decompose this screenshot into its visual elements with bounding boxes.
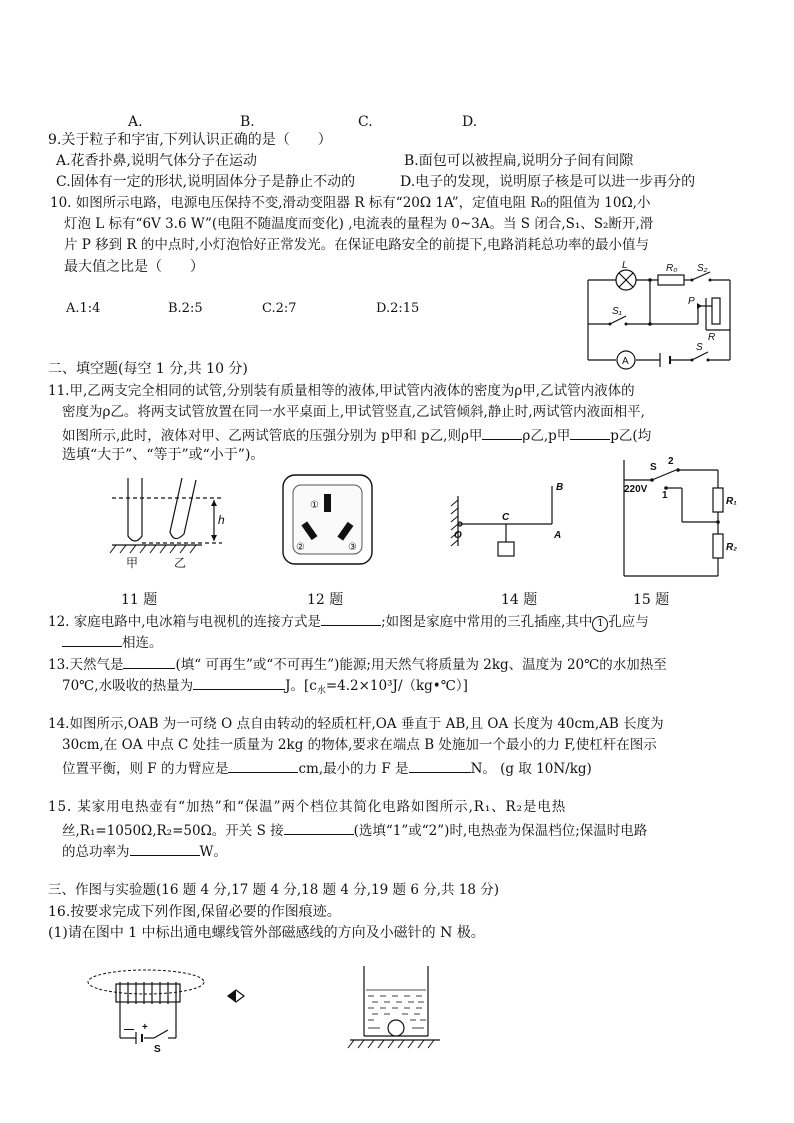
q14-blank-force[interactable] xyxy=(409,760,471,773)
q12-blank-connection[interactable] xyxy=(321,613,381,626)
q10-label-A: A xyxy=(622,356,629,367)
q13-part-b: (填“ 可再生”或“不可再生”)能源;用天然气将质量为 2kg、温度为 20℃的水加热至 xyxy=(175,657,667,673)
fig14-label-A: A xyxy=(554,530,562,541)
section3-heading: 三、作图与实验题(16 题 4 分,17 题 4 分,18 题 4 分,19 题 6 分,共 18 分) xyxy=(48,882,500,898)
q13-line2 xyxy=(62,677,468,696)
fig15-label-220v: 220V xyxy=(624,484,648,495)
fig11-label-yi: 乙 xyxy=(174,556,187,570)
q15-part-c: 的总功率为 xyxy=(62,844,130,860)
q9-stem: 9.关于粒子和宇宙,下列认识正确的是（ ） xyxy=(48,132,332,148)
fig14-label-C: C xyxy=(502,512,510,523)
q12-line2 xyxy=(62,634,163,651)
q14-part-c: N。 (g 取 10N/kg) xyxy=(470,761,592,777)
q8-option-c: C. xyxy=(358,114,373,130)
q13-line1 xyxy=(48,656,667,673)
q11-blank-density[interactable] xyxy=(482,427,522,440)
q15-line3 xyxy=(62,843,227,860)
caption-fig11: 11 题 xyxy=(121,592,158,608)
q11-line3-part2: 甲和 p xyxy=(389,428,430,444)
fig11-test-tubes xyxy=(112,470,242,570)
q11-line2: 密度为ρ乙。将两支试管放置在同一水平桌面上,甲试管竖直,乙试管倾斜,静止时,两试管内液面相平, xyxy=(62,404,645,420)
q15-part-a: 丝,R₁=1050Ω,R₂=50Ω。开关 S 接 xyxy=(62,823,284,839)
q10-label-S2: S₂ xyxy=(697,263,708,274)
q12-part-b: ;如图是家庭中常用的三孔插座,其中 xyxy=(381,614,593,630)
fig15-label-R2: R₂ xyxy=(726,542,738,553)
q9-option-a: A.花香扑鼻,说明气体分子在运动 xyxy=(56,153,258,169)
fig11-label-jia: 甲 xyxy=(126,556,139,570)
q13-part-a: 13.天然气是 xyxy=(48,657,124,673)
q11-line1: 11.甲,乙两支完全相同的试管,分别装有质量相等的液体,甲试管内液体的密度为ρ甲,乙试管内液体的 xyxy=(48,383,635,399)
fig15-label-R1: R₁ xyxy=(726,496,737,507)
q12-part-a: 12. 家庭电路中,电冰箱与电视机的连接方式是 xyxy=(48,614,322,630)
q10-label-P: P xyxy=(688,296,695,307)
q10-option-a: A.1:4 xyxy=(66,301,101,316)
q10-label-S: S xyxy=(696,342,703,353)
q14-line3 xyxy=(62,760,592,777)
fig16-label-minus: — xyxy=(124,1024,134,1035)
q15-blank-switch[interactable] xyxy=(284,822,354,835)
fig11-label-h: h xyxy=(218,513,225,527)
q8-option-d: D. xyxy=(462,114,478,130)
q14-line2: 30cm,在 OA 中点 C 处挂一质量为 2kg 的物体,要求在端点 B 处施加一个最小的力 F,使杠杆在图示 xyxy=(62,737,657,753)
q10-option-d: D.2:15 xyxy=(376,301,420,316)
fig12-hole-1-label: ① xyxy=(310,500,319,511)
q11-line3-part5: p乙(均 xyxy=(610,428,652,444)
q14-line1: 14.如图所示,OAB 为一可绕 O 点自由转动的轻质杠杆,OA 垂直于 AB,且 OA 长度为 40cm,AB 长度为 xyxy=(48,716,664,732)
q13-blank-heat[interactable] xyxy=(193,677,285,690)
q13-part-e: =4.2×10³J/（kg•℃）] xyxy=(325,678,468,694)
q10-line2: 灯泡 L 标有“6V 3.6 W”(电阻不随温度而变化) ,电流表的量程为 0~3A。当 S 闭合,S₁、S₂断开,滑 xyxy=(64,216,654,232)
q10-line4: 最大值之比是（ ） xyxy=(64,259,204,275)
q14-blank-arm[interactable] xyxy=(228,760,298,773)
fig12-hole-2-label: ② xyxy=(296,542,305,553)
q8-option-a: A. xyxy=(128,114,143,130)
fig16-beaker xyxy=(340,960,450,1052)
caption-fig14: 14 题 xyxy=(501,592,538,608)
fig14-lever xyxy=(448,478,578,573)
q10-label-L: L xyxy=(622,260,628,271)
q14-part-b: cm,最小的力 F 是 xyxy=(298,761,409,777)
q16-line2: (1)请在图中 1 中标出通电螺线管外部磁感线的方向及小磁针的 N 极。 xyxy=(48,925,485,941)
fig15-label-S: S xyxy=(650,462,657,473)
q15-blank-power[interactable] xyxy=(130,843,200,856)
q8-option-b: B. xyxy=(240,114,255,130)
caption-fig15: 15 题 xyxy=(633,592,670,608)
q10-option-b: B.2:5 xyxy=(168,301,203,316)
q10-label-R: R xyxy=(708,332,716,343)
q13-blank-energy[interactable] xyxy=(123,656,175,669)
q10-line3: 片 P 移到 R 的中点时,小灯泡恰好正常发光。在保证电路安全的前提下,电路消耗总功率的最小值与 xyxy=(64,237,649,253)
q13-part-c: 70℃,水吸收的热量为 xyxy=(62,678,194,694)
fig16-solenoid xyxy=(84,962,284,1054)
q12-line1 xyxy=(48,613,649,632)
caption-fig12: 12 题 xyxy=(307,592,344,608)
q10-label-S1: S₁ xyxy=(612,306,622,317)
q11-line3-part1: 如图所示,此时，液体对甲、乙两试管底的压强分别为 p xyxy=(62,428,390,444)
fig14-label-B: B xyxy=(556,482,564,493)
fig15-circuit xyxy=(612,452,742,584)
q12-circled-number: 1 xyxy=(592,616,608,632)
q13-sub-water: 水 xyxy=(316,686,326,696)
fig16-label-plus: + xyxy=(142,1022,148,1033)
fig15-label-2: 2 xyxy=(668,456,674,467)
q12-part-d: 相连。 xyxy=(122,635,163,651)
q15-line1: 15. 某家用电热壶有“加热”和“保温”两个档位其简化电路如图所示,R₁、R₂是电热 xyxy=(48,799,567,815)
q15-part-b: (选填“1”或“2”)时,电热壶为保温档位;保温时电路 xyxy=(353,823,648,839)
q11-line4: 选填“大于”、“等于”或“小于”)。 xyxy=(62,447,265,463)
q11-line3 xyxy=(62,427,651,444)
q15-part-d: W。 xyxy=(199,844,227,860)
q11-line3-part4: ρ乙,p甲 xyxy=(522,428,571,444)
q11-blank-pressure[interactable] xyxy=(570,427,610,440)
q15-line2 xyxy=(62,822,647,839)
q9-option-d: D.电子的发现，说明原子核是可以进一步再分的 xyxy=(400,174,696,190)
q9-option-c: C.固体有一定的形状,说明固体分子是静止不动的 xyxy=(56,174,356,190)
q16-line1: 16.按要求完成下列作图,保留必要的作图痕迹。 xyxy=(48,904,341,920)
section2-heading: 二、填空题(每空 1 分,共 10 分) xyxy=(48,361,248,377)
fig12-hole-3-label: ③ xyxy=(348,542,357,553)
q10-line1: 10. 如图所示电路，电源电压保持不变,滑动变阻器 R 标有“20Ω 1A”，定值电阻 R₀的阻值为 10Ω,小 xyxy=(50,195,651,211)
q14-part-a: 位置平衡，则 F 的力臂应是 xyxy=(62,761,229,777)
q13-part-d: J。[c xyxy=(285,678,317,694)
q9-option-b: B.面包可以被捏扁,说明分子间有间隙 xyxy=(404,153,634,169)
q10-circuit-diagram xyxy=(580,258,745,370)
fig14-label-O: O xyxy=(454,530,462,541)
q10-option-c: C.2:7 xyxy=(262,301,297,316)
q12-part-c: 孔应与 xyxy=(608,614,649,630)
q12-blank-ground[interactable] xyxy=(62,634,122,647)
fig16-label-S: S xyxy=(154,1044,161,1055)
fig12-socket xyxy=(280,472,375,567)
q11-line3-part3: 乙,则ρ甲 xyxy=(429,428,483,444)
q10-label-R0: R₀ xyxy=(666,263,678,274)
fig15-label-1: 1 xyxy=(662,490,668,501)
